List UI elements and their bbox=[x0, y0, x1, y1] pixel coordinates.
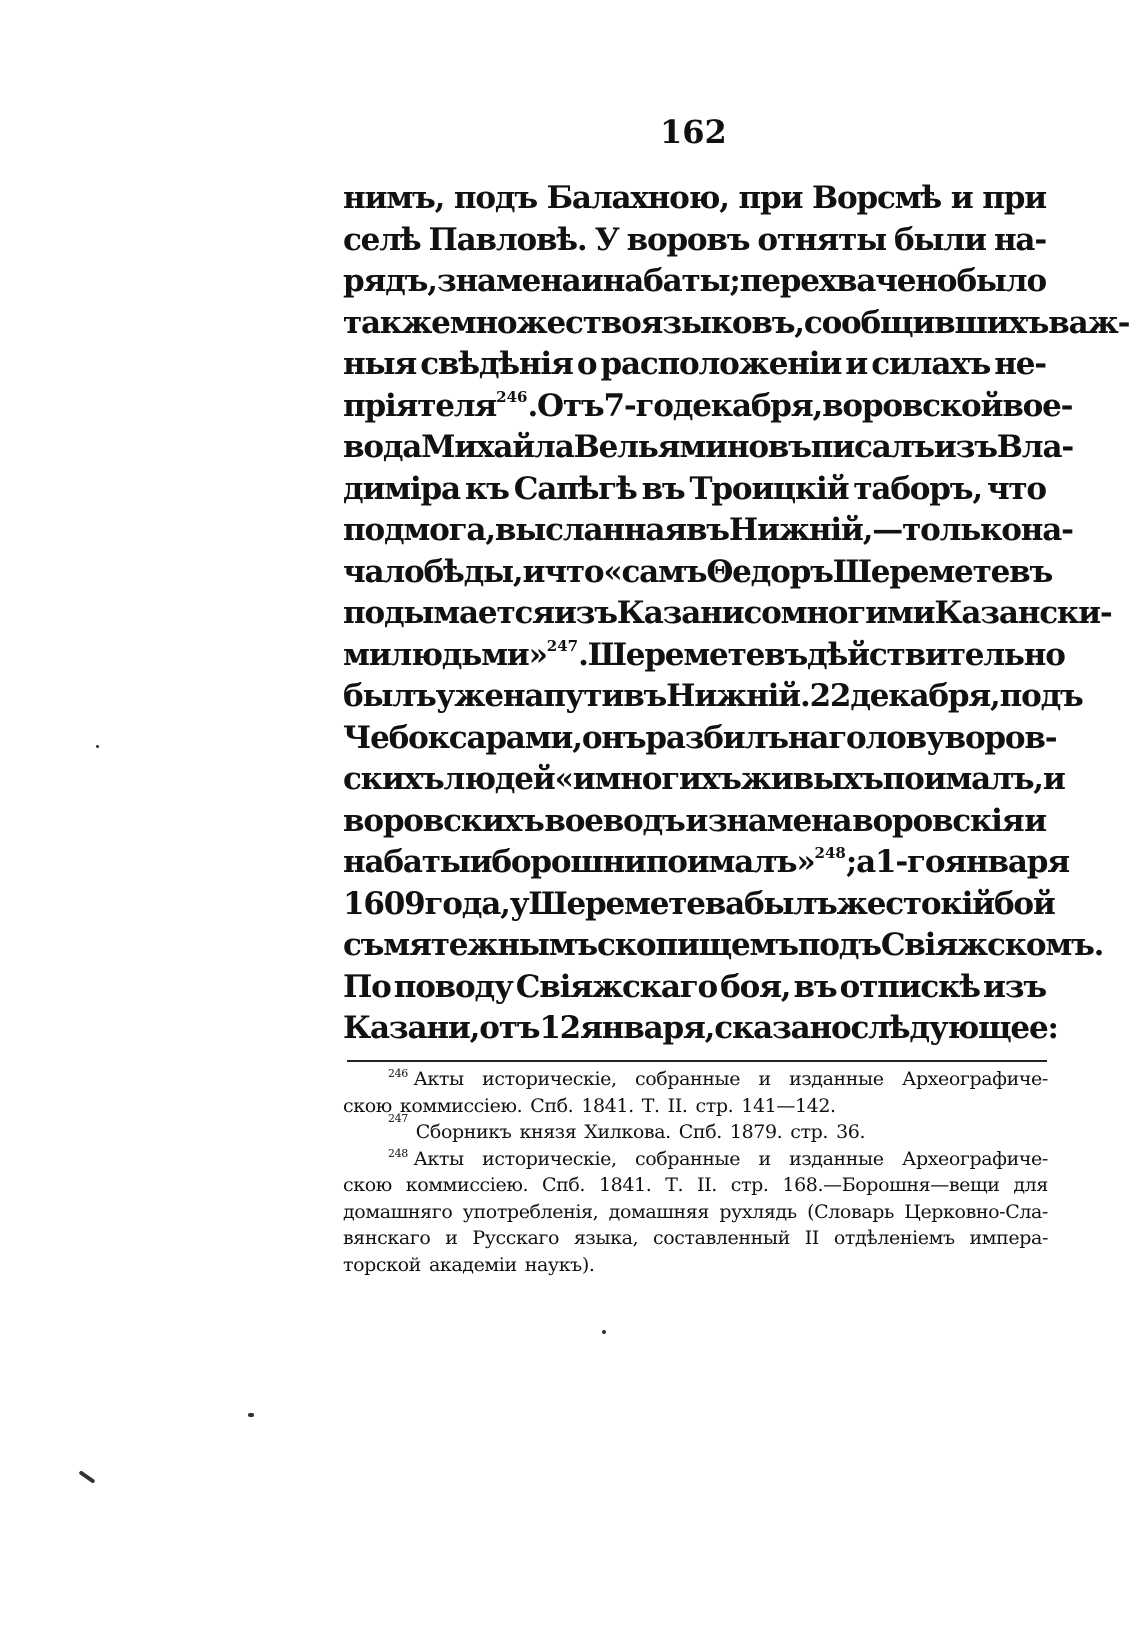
word: ныя bbox=[343, 346, 417, 382]
word: людей bbox=[443, 761, 555, 797]
footnote-rule bbox=[347, 1060, 1047, 1062]
text-line bbox=[343, 303, 1130, 345]
word: вода bbox=[343, 429, 422, 465]
word: также bbox=[343, 304, 450, 341]
word: многихъ bbox=[594, 761, 741, 797]
word: языковъ, bbox=[640, 304, 804, 341]
footnote-line bbox=[343, 1252, 1048, 1279]
footnote-ref: 248 bbox=[814, 844, 846, 862]
word: торской bbox=[343, 1253, 421, 1276]
word: поводу bbox=[393, 968, 513, 1005]
word: Спб. bbox=[530, 1094, 574, 1117]
word: домашняя bbox=[608, 1200, 709, 1223]
word: Шереметева bbox=[528, 885, 745, 922]
word: и bbox=[845, 346, 868, 382]
word: академіи bbox=[428, 1253, 517, 1276]
word: «и bbox=[554, 761, 595, 797]
word: и bbox=[580, 263, 603, 299]
scan-speck bbox=[248, 1413, 254, 1417]
punctuation: ; bbox=[845, 844, 857, 880]
word: на- bbox=[1020, 512, 1073, 548]
word: писалъ bbox=[810, 429, 934, 465]
word: съ bbox=[343, 927, 384, 963]
word: Акты bbox=[413, 1147, 464, 1170]
word: подъ bbox=[453, 180, 537, 216]
word: Сборникъ bbox=[415, 1121, 512, 1143]
word: голову bbox=[828, 719, 945, 756]
word: сказано bbox=[714, 1010, 851, 1046]
word: стр. bbox=[790, 1121, 829, 1143]
footnote-line bbox=[343, 1199, 1048, 1226]
word: декабря, bbox=[672, 387, 823, 424]
word: 7-го bbox=[603, 387, 673, 424]
word: (Словарь bbox=[807, 1200, 894, 1223]
footnotes bbox=[343, 1066, 1048, 1278]
word: что bbox=[544, 553, 604, 590]
punctuation: . bbox=[578, 636, 588, 673]
word: на bbox=[787, 719, 829, 756]
word: поималъ» bbox=[645, 844, 815, 880]
word: для bbox=[1013, 1174, 1048, 1196]
text-line bbox=[343, 1008, 1058, 1050]
word: пріятеля bbox=[343, 387, 497, 424]
word: изъ bbox=[983, 968, 1046, 1005]
text-line bbox=[343, 220, 1046, 262]
word: въ bbox=[623, 678, 667, 714]
word: изъ bbox=[553, 595, 617, 631]
word: Т. bbox=[665, 1174, 684, 1196]
word: подымается bbox=[343, 595, 554, 631]
word: рухлядь bbox=[719, 1200, 797, 1223]
word: набаты bbox=[343, 844, 470, 880]
text-line bbox=[343, 635, 1065, 677]
text-line bbox=[343, 469, 1046, 511]
word: изданные bbox=[789, 1147, 884, 1170]
word: уже bbox=[435, 678, 503, 714]
word: собранные bbox=[635, 1068, 741, 1090]
word: важ- bbox=[1048, 304, 1130, 341]
word: Хилкова. bbox=[584, 1121, 671, 1143]
word: силахъ bbox=[871, 346, 991, 382]
word: перехвачено bbox=[739, 263, 957, 299]
text-line bbox=[343, 884, 1055, 926]
word: Павловѣ. bbox=[428, 221, 587, 258]
text-line bbox=[343, 801, 1046, 843]
word: людьми» bbox=[390, 636, 547, 673]
word: 1841. bbox=[581, 1094, 634, 1117]
word: диміра bbox=[343, 470, 460, 507]
word: что bbox=[986, 470, 1046, 507]
word: воровскія bbox=[852, 802, 1024, 839]
word: историческіе, bbox=[482, 1068, 617, 1090]
word: вянскаго bbox=[343, 1227, 431, 1249]
word: Сапѣгѣ bbox=[513, 470, 637, 507]
word: разбилъ bbox=[645, 719, 788, 756]
word: Т. bbox=[641, 1094, 660, 1117]
word: Русскаго bbox=[472, 1227, 559, 1249]
word: наукъ). bbox=[524, 1253, 595, 1276]
footnote-line bbox=[343, 1112, 1048, 1146]
word: и bbox=[685, 802, 708, 839]
text-line bbox=[343, 552, 1053, 594]
word: жестокій bbox=[836, 885, 994, 922]
word: Казани, bbox=[343, 1010, 480, 1046]
word: II bbox=[804, 1227, 819, 1249]
word: 22 bbox=[809, 678, 851, 714]
word: У bbox=[594, 221, 619, 258]
scan-speck bbox=[78, 1470, 95, 1484]
footnote-line bbox=[343, 1146, 1048, 1173]
word: 1-го bbox=[874, 844, 945, 880]
word: князя bbox=[519, 1121, 577, 1143]
word: импера- bbox=[969, 1227, 1048, 1249]
word: набаты; bbox=[602, 263, 740, 299]
word: воеводъ bbox=[544, 802, 685, 839]
word: Свіяжскаго bbox=[515, 968, 717, 1005]
word: языка, bbox=[573, 1227, 639, 1249]
word: Вельяминовъ bbox=[573, 429, 811, 465]
word: чало bbox=[343, 553, 424, 590]
word: было bbox=[956, 263, 1046, 299]
word: былъ bbox=[343, 678, 436, 714]
scan-speck bbox=[96, 745, 99, 748]
word: Свіяжскомъ. bbox=[880, 927, 1104, 963]
word: Спб. bbox=[678, 1121, 722, 1143]
word: въ bbox=[641, 470, 685, 507]
footnote-line bbox=[343, 1093, 1048, 1120]
word: и bbox=[1024, 802, 1046, 839]
text-line bbox=[343, 842, 1069, 884]
word: II. bbox=[697, 1174, 717, 1196]
word: историческіе, bbox=[482, 1147, 617, 1170]
word: нимъ, bbox=[343, 180, 445, 216]
footnote-line bbox=[343, 1066, 1048, 1093]
word: Акты bbox=[413, 1068, 464, 1090]
text-line bbox=[343, 344, 1046, 386]
word: подъ bbox=[797, 927, 881, 963]
word: не- bbox=[994, 346, 1046, 382]
word: дѣйствительно bbox=[807, 636, 1065, 673]
footnote-start bbox=[388, 1066, 464, 1093]
word: коммиссіею. bbox=[405, 1174, 529, 1196]
word: Нижній. bbox=[666, 678, 810, 714]
word: и bbox=[758, 1068, 771, 1090]
text-line bbox=[343, 593, 1112, 635]
word: свѣдѣнія bbox=[420, 346, 573, 382]
word-with-ref bbox=[391, 635, 588, 677]
text-line bbox=[343, 178, 1046, 220]
footnote-line bbox=[343, 1172, 1048, 1199]
word: Нижній,—только bbox=[728, 512, 1021, 548]
word: былъ bbox=[744, 885, 837, 922]
word: Спб. bbox=[541, 1174, 586, 1196]
word: селѣ bbox=[343, 221, 421, 258]
word: бой bbox=[993, 885, 1055, 922]
word: стр. bbox=[695, 1094, 734, 1117]
word: и bbox=[522, 553, 545, 590]
word-with-ref bbox=[343, 386, 537, 428]
word: боя, bbox=[720, 968, 791, 1005]
text-line bbox=[343, 510, 1073, 552]
word: изданные bbox=[789, 1068, 884, 1090]
word: при bbox=[738, 180, 803, 216]
word: 1841. bbox=[598, 1174, 652, 1196]
word: употребленія, bbox=[462, 1200, 599, 1223]
word: со bbox=[743, 595, 781, 631]
text-line bbox=[343, 718, 1057, 760]
word: и bbox=[1042, 761, 1065, 797]
punctuation: . bbox=[527, 387, 538, 424]
word: Ворсмѣ bbox=[812, 180, 941, 216]
word: домашняго bbox=[343, 1200, 453, 1223]
word: Шереметевъ bbox=[587, 636, 808, 673]
word: II. bbox=[667, 1094, 688, 1117]
word: Археографиче- bbox=[901, 1147, 1048, 1170]
word: января bbox=[944, 844, 1069, 880]
word: множество bbox=[449, 304, 641, 341]
word: воровъ bbox=[626, 221, 750, 258]
word: 12 bbox=[539, 1010, 581, 1046]
word: борошни bbox=[491, 844, 646, 880]
word: Чебоксарами, bbox=[343, 719, 582, 756]
word: Θедоръ bbox=[706, 553, 833, 590]
text-line bbox=[343, 261, 1046, 303]
word: отпискѣ bbox=[839, 968, 980, 1005]
scan-speck bbox=[602, 1330, 606, 1334]
word: рядъ, bbox=[343, 263, 437, 299]
footnote-ref: 246 bbox=[496, 387, 528, 406]
word: о bbox=[576, 346, 597, 382]
word: воров- bbox=[944, 719, 1057, 756]
word: знамена bbox=[707, 802, 852, 839]
word: поималъ, bbox=[882, 761, 1043, 797]
word: мятежнымъ bbox=[383, 927, 598, 963]
word: и bbox=[445, 1227, 458, 1249]
word: Казански- bbox=[934, 595, 1112, 631]
main-text bbox=[343, 178, 1130, 1050]
word: скихъ bbox=[343, 761, 444, 797]
word: Отъ bbox=[537, 387, 604, 424]
word: въ bbox=[685, 512, 729, 548]
word: декабря, bbox=[850, 678, 1000, 714]
word: къ bbox=[464, 470, 509, 507]
footnote-start bbox=[388, 1146, 464, 1173]
footnote-number: 247 bbox=[388, 1112, 408, 1125]
text-line bbox=[343, 759, 1065, 801]
word: собранные bbox=[635, 1147, 741, 1170]
word: и bbox=[758, 1147, 771, 1170]
word: января, bbox=[580, 1010, 715, 1046]
word: въ bbox=[793, 968, 837, 1005]
word: 141—142. bbox=[741, 1094, 836, 1117]
word: при bbox=[982, 180, 1046, 216]
word: высланная bbox=[494, 512, 686, 548]
word: многими bbox=[780, 595, 935, 631]
word: живыхъ bbox=[740, 761, 883, 797]
word: 1879. bbox=[729, 1121, 783, 1143]
word: Балахною, bbox=[546, 180, 729, 216]
word: коммиссіею. bbox=[399, 1094, 523, 1117]
footnote-line bbox=[343, 1225, 1048, 1252]
word: Михайла bbox=[421, 429, 574, 465]
word: бѣды, bbox=[423, 553, 523, 590]
word: Археографиче- bbox=[901, 1068, 1048, 1090]
word: скопищемъ bbox=[597, 927, 798, 963]
word: скою bbox=[343, 1094, 392, 1117]
word-with-ref bbox=[646, 842, 856, 884]
word: «самъ bbox=[603, 553, 707, 590]
word: расположеніи bbox=[600, 346, 842, 382]
word: на bbox=[502, 678, 544, 714]
word: Шереметевъ bbox=[832, 553, 1053, 590]
word: знамена bbox=[436, 263, 581, 299]
word: на- bbox=[993, 221, 1046, 258]
word: были bbox=[894, 221, 986, 258]
word: и bbox=[469, 844, 492, 880]
word: скою bbox=[343, 1174, 392, 1196]
footnote-ref: 247 bbox=[546, 636, 579, 655]
footnote-number: 248 bbox=[388, 1146, 408, 1160]
word: составленный bbox=[653, 1227, 790, 1249]
word: отдѣленіемъ bbox=[833, 1227, 955, 1249]
word: По bbox=[343, 968, 391, 1005]
word: изъ bbox=[933, 429, 997, 465]
word: а bbox=[856, 844, 875, 880]
word: воровскихъ bbox=[343, 802, 544, 839]
word: 36. bbox=[836, 1121, 866, 1143]
word: у bbox=[509, 885, 529, 922]
word: пути bbox=[543, 678, 624, 714]
word: года, bbox=[424, 885, 510, 922]
word: Церковно-Сла- bbox=[904, 1200, 1048, 1223]
word: стр. bbox=[730, 1174, 769, 1196]
page-number: 162 bbox=[660, 113, 727, 151]
word: подмога, bbox=[343, 512, 495, 548]
word: Троицкій bbox=[689, 470, 849, 507]
text-line bbox=[343, 427, 1074, 469]
word: отъ bbox=[479, 1010, 540, 1046]
word: ми bbox=[343, 636, 391, 673]
word: 168.—Борошня—вещи bbox=[782, 1174, 1000, 1196]
word: Казани bbox=[616, 595, 744, 631]
word: подъ bbox=[999, 678, 1083, 714]
word: 1609 bbox=[343, 885, 425, 922]
word: таборъ, bbox=[853, 470, 982, 507]
word: слѣдующее: bbox=[850, 1010, 1058, 1046]
word: отняты bbox=[757, 221, 886, 258]
word: вое- bbox=[1002, 387, 1073, 424]
text-line bbox=[343, 386, 1073, 428]
word: Вла- bbox=[996, 429, 1074, 465]
text-line bbox=[343, 925, 1104, 967]
footnote-number: 246 bbox=[388, 1067, 408, 1080]
text-line bbox=[343, 967, 1046, 1009]
word: онъ bbox=[581, 719, 646, 756]
word: и bbox=[950, 180, 973, 216]
word: сообщившихъ bbox=[803, 304, 1049, 341]
text-line bbox=[343, 676, 1083, 718]
word: воровской bbox=[822, 387, 1003, 424]
